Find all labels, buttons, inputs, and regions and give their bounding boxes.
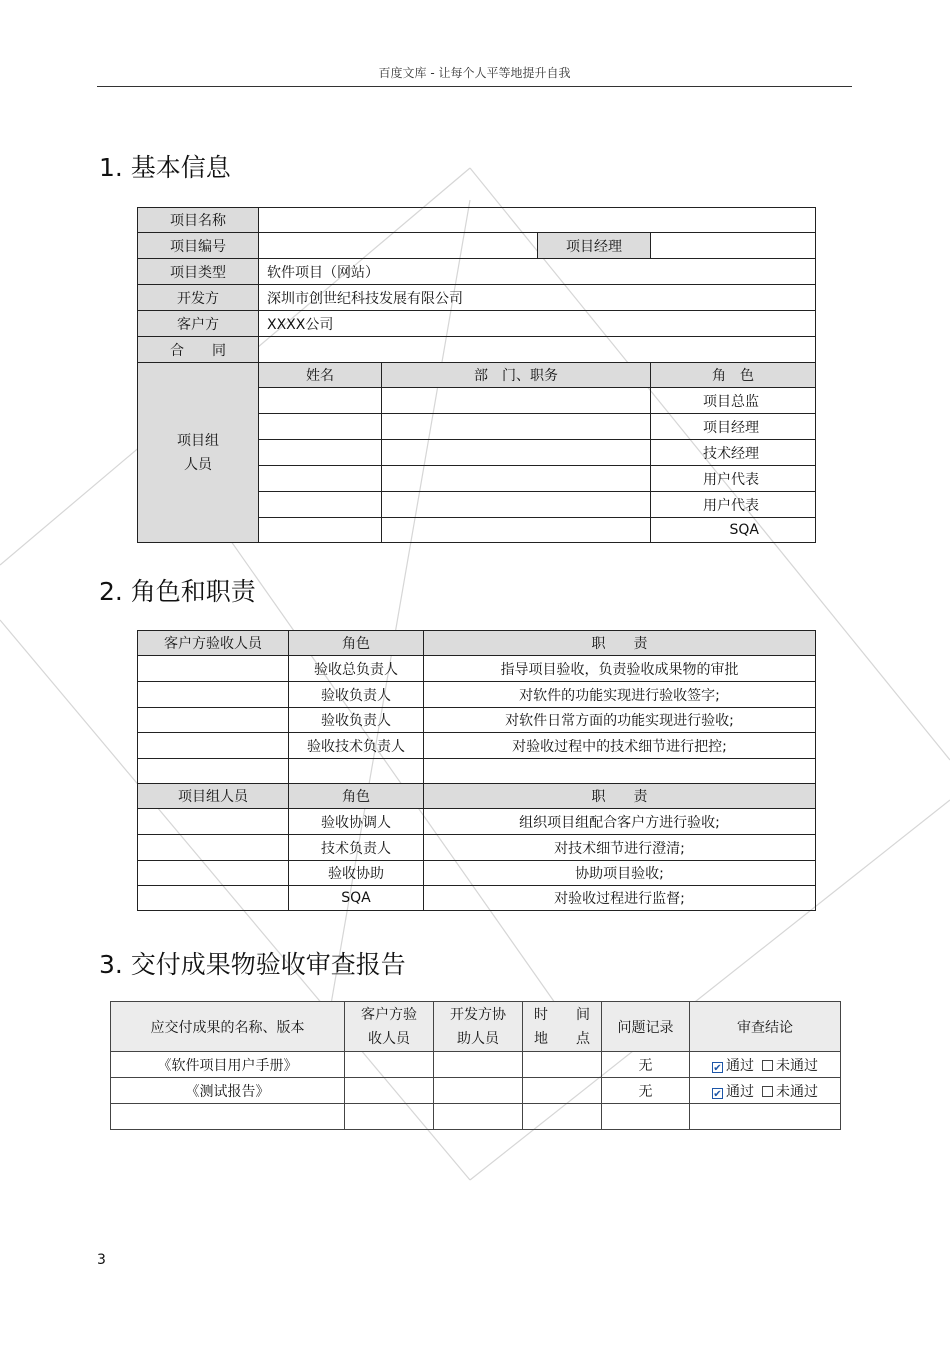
team-label-line1: 项目组 xyxy=(177,432,219,449)
fail-label: 未通过 xyxy=(776,1083,818,1100)
header-divider xyxy=(97,86,852,87)
time-place-cell xyxy=(523,1078,602,1104)
client-value: XXXX公司 xyxy=(259,311,816,337)
issues-cell: 无 xyxy=(602,1078,690,1104)
project-name-label: 项目名称 xyxy=(138,208,259,233)
team-role-cell: SQA xyxy=(651,518,816,543)
client-duty-header: 职 责 xyxy=(424,631,816,656)
pass-label: 通过 xyxy=(726,1057,754,1074)
table-row xyxy=(138,682,816,708)
dev-assistant-cell xyxy=(434,1052,523,1078)
duty-cell: 对软件日常方面的功能实现进行验收; xyxy=(424,708,816,733)
developer-value: 深圳市创世纪科技发展有限公司 xyxy=(259,285,816,311)
project-name-value xyxy=(259,208,816,233)
deliverable-name-header: 应交付成果的名称、版本 xyxy=(111,1002,345,1052)
team-name-cell xyxy=(259,388,382,414)
table-row xyxy=(111,1052,841,1078)
role-cell: SQA xyxy=(289,886,424,911)
team-name-cell xyxy=(259,492,382,518)
role-cell: 验收负责人 xyxy=(289,708,424,733)
fail-checkbox[interactable] xyxy=(762,1086,773,1097)
client-acceptor-header xyxy=(345,1002,434,1052)
team-role-cell: 用户代表 xyxy=(651,492,816,518)
pass-checkbox[interactable]: ✔ xyxy=(713,1088,722,1100)
table-row xyxy=(138,733,816,759)
team-role-cell: 技术经理 xyxy=(651,440,816,466)
team-role-cell: 项目经理 xyxy=(651,414,816,440)
team-duty-header: 职 责 xyxy=(424,784,816,809)
project-no-value xyxy=(259,233,538,259)
issues-cell: 无 xyxy=(602,1052,690,1078)
client-people-header: 客户方验收人员 xyxy=(138,631,289,656)
duty-cell: 对软件的功能实现进行验收签字; xyxy=(424,682,816,708)
team-name-cell xyxy=(259,518,382,543)
people-cell xyxy=(138,656,289,682)
team-header-role: 角 色 xyxy=(651,363,816,388)
team-header-name: 姓名 xyxy=(259,363,382,388)
section-title-deliverables: 3. 交付成果物验收审查报告 xyxy=(99,950,406,979)
pass-checkbox[interactable]: ✔ xyxy=(713,1062,722,1074)
deliverable-name-cell xyxy=(111,1104,345,1130)
people-cell xyxy=(138,708,289,733)
developer-label: 开发方 xyxy=(138,285,259,311)
dev-assistant-header-line2: 助人员 xyxy=(457,1030,499,1047)
contract-label: 合 同 xyxy=(138,337,259,363)
team-role-cell: 项目总监 xyxy=(651,388,816,414)
duty-cell: 协助项目验收; xyxy=(424,861,816,886)
duty-cell: 对技术细节进行澄清; xyxy=(424,835,816,861)
people-cell xyxy=(138,759,289,784)
table-row xyxy=(138,708,816,733)
team-dept-cell xyxy=(382,440,651,466)
duty-cell: 组织项目组配合客户方进行验收; xyxy=(424,809,816,835)
team-name-cell xyxy=(259,440,382,466)
table-row xyxy=(138,835,816,861)
page-header: 百度文库 - 让每个人平等地提升自我 xyxy=(378,66,571,80)
client-acceptor-header-line2: 收人员 xyxy=(368,1030,410,1047)
time-place-cell xyxy=(523,1052,602,1078)
client-role-header: 角色 xyxy=(289,631,424,656)
team-role-header: 角色 xyxy=(289,784,424,809)
table-row xyxy=(138,759,816,784)
client-label: 客户方 xyxy=(138,311,259,337)
people-cell xyxy=(138,809,289,835)
client-acceptor-cell xyxy=(345,1078,434,1104)
role-cell: 验收技术负责人 xyxy=(289,733,424,759)
project-type-value: 软件项目（网站） xyxy=(259,259,816,285)
conclusion-cell xyxy=(690,1052,841,1078)
contract-value xyxy=(259,337,816,363)
dev-assistant-cell xyxy=(434,1078,523,1104)
conclusion-header: 审查结论 xyxy=(690,1002,841,1052)
table-row xyxy=(138,809,816,835)
project-type-label: 项目类型 xyxy=(138,259,259,285)
role-cell: 验收协调人 xyxy=(289,809,424,835)
dev-assistant-header xyxy=(434,1002,523,1052)
role-cell: 验收总负责人 xyxy=(289,656,424,682)
people-cell xyxy=(138,886,289,911)
dev-assistant-header-line1: 开发方协 xyxy=(450,1006,506,1023)
project-manager-label: 项目经理 xyxy=(538,233,651,259)
time-place-header xyxy=(523,1002,602,1052)
team-header-dept: 部 门、职务 xyxy=(382,363,651,388)
time-place-cell xyxy=(523,1104,602,1130)
section-title-basic-info: 1. 基本信息 xyxy=(99,153,231,182)
section-title-roles: 2. 角色和职责 xyxy=(99,577,256,606)
client-acceptor-cell xyxy=(345,1052,434,1078)
team-dept-cell xyxy=(382,388,651,414)
project-no-label: 项目编号 xyxy=(138,233,259,259)
issues-cell xyxy=(602,1104,690,1130)
roles-table xyxy=(137,630,816,911)
role-cell xyxy=(289,759,424,784)
time-header-line: 时 间 xyxy=(534,1006,590,1023)
conclusion-cell xyxy=(690,1078,841,1104)
client-acceptor-header-line1: 客户方验 xyxy=(361,1006,417,1023)
conclusion-cell xyxy=(690,1104,841,1130)
people-cell xyxy=(138,861,289,886)
client-acceptor-cell xyxy=(345,1104,434,1130)
duty-cell xyxy=(424,759,816,784)
team-dept-cell xyxy=(382,518,651,543)
basic-info-table xyxy=(137,207,816,543)
deliverable-name-cell: 《软件项目用户手册》 xyxy=(111,1052,345,1078)
deliverable-name-cell: 《测试报告》 xyxy=(111,1078,345,1104)
deliverables-table xyxy=(110,1001,841,1130)
role-cell: 技术负责人 xyxy=(289,835,424,861)
dev-assistant-cell xyxy=(434,1104,523,1130)
team-label-line2: 人员 xyxy=(184,456,212,473)
team-dept-cell xyxy=(382,492,651,518)
fail-label: 未通过 xyxy=(776,1057,818,1074)
role-cell: 验收负责人 xyxy=(289,682,424,708)
duty-cell: 对验收过程进行监督; xyxy=(424,886,816,911)
duty-cell: 对验收过程中的技术细节进行把控; xyxy=(424,733,816,759)
people-cell xyxy=(138,682,289,708)
table-row xyxy=(138,886,816,911)
team-role-cell: 用户代表 xyxy=(651,466,816,492)
issues-header: 问题记录 xyxy=(602,1002,690,1052)
team-name-cell xyxy=(259,414,382,440)
table-row xyxy=(138,861,816,886)
table-row xyxy=(111,1104,841,1130)
table-row xyxy=(138,656,816,682)
team-name-cell xyxy=(259,466,382,492)
fail-checkbox[interactable] xyxy=(762,1060,773,1071)
role-cell: 验收协助 xyxy=(289,861,424,886)
table-row xyxy=(111,1078,841,1104)
duty-cell: 指导项目验收，负责验收成果物的审批 xyxy=(424,656,816,682)
place-header-line: 地 点 xyxy=(534,1030,590,1047)
page-number: 3 xyxy=(97,1252,106,1268)
people-cell xyxy=(138,733,289,759)
team-people-header: 项目组人员 xyxy=(138,784,289,809)
team-dept-cell xyxy=(382,414,651,440)
team-dept-cell xyxy=(382,466,651,492)
people-cell xyxy=(138,835,289,861)
team-members-label xyxy=(138,363,259,543)
pass-label: 通过 xyxy=(726,1083,754,1100)
project-manager-value xyxy=(651,233,816,259)
